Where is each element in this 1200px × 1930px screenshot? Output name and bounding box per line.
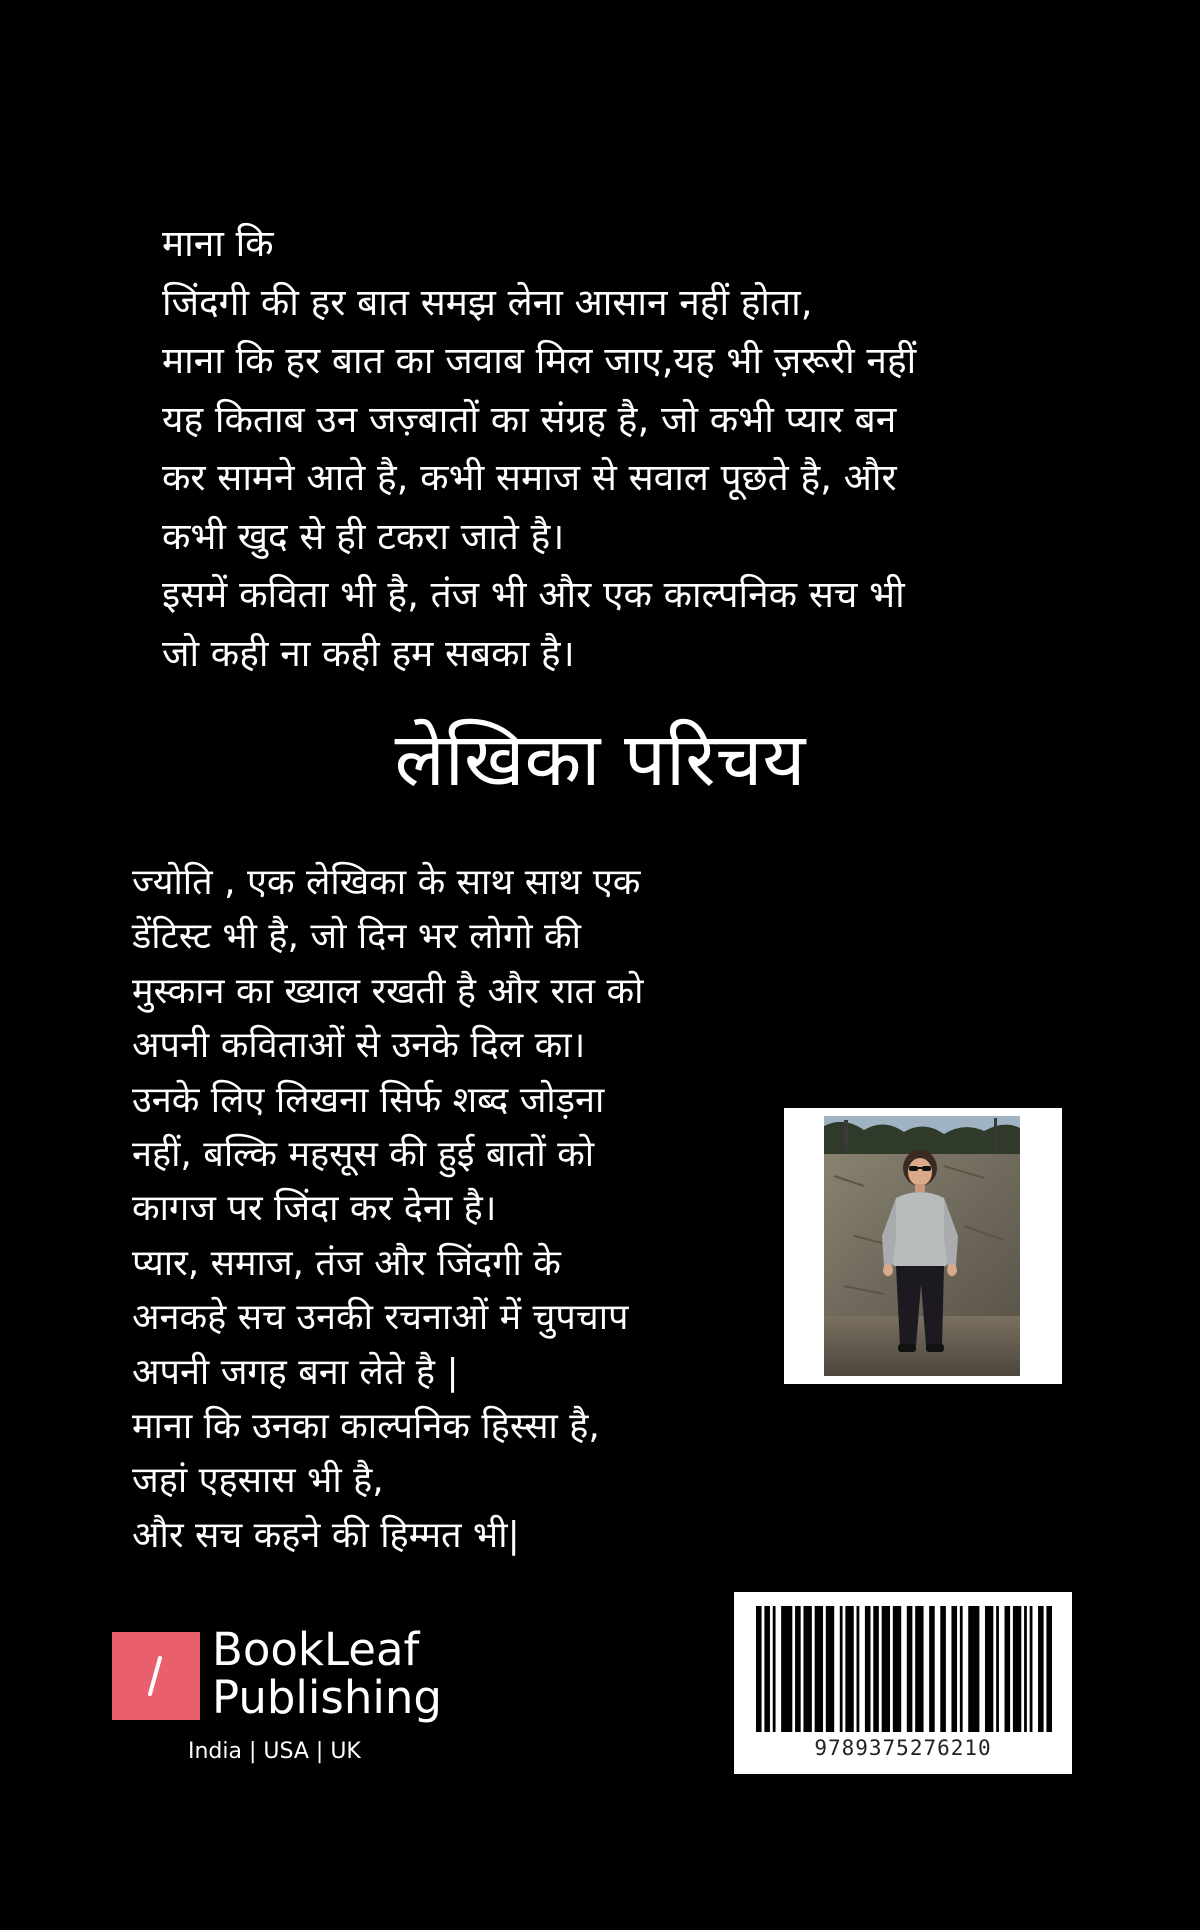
barcode-bar [960,1606,963,1732]
isbn-barcode [734,1592,1072,1774]
author-intro-heading: लेखिका परिचय [394,717,806,803]
barcode-bar [985,1606,993,1732]
bio-line: डेंटिस्ट भी है, जो दिन भर लोगो की [132,916,581,958]
blurb-line: इसमें कविता भी है, तंज भी और एक काल्पनिक सच भी [162,573,905,616]
blurb-line: कभी खुद से ही टकरा जाते है। [162,514,565,558]
barcode-bar [1046,1606,1052,1732]
barcode-icon [756,1606,1052,1732]
barcode-bar [1030,1606,1033,1732]
blurb-line: जिंदगी की हर बात समझ लेना आसान नहीं होता, [162,280,813,324]
publisher-name-line2: Publishing [212,1671,442,1724]
barcode-bar [1024,1606,1027,1732]
barcode-bar [1038,1606,1044,1732]
barcode-bar [845,1606,853,1732]
author-photo [824,1116,1020,1376]
barcode-bar [996,1606,999,1732]
bio-line: जहां एहसास भी है, [132,1460,384,1502]
barcode-bar [968,1606,979,1732]
barcode-bar [773,1606,776,1732]
bio-line: प्यार, समाज, तंज और जिंदगी के [132,1242,561,1284]
barcode-bar [865,1606,871,1732]
blurb-line: माना कि हर बात का जवाब मिल जाए,यह भी ज़रूरी नहीं [162,339,917,382]
barcode-bar [764,1606,770,1732]
blurb-line: जो कही ना कही हम सबका है। [162,631,575,675]
barcode-bar [815,1606,823,1732]
barcode-bar [893,1606,901,1732]
bio-line: अनकहे सच उनकी रचनाओं में चुपचाप [132,1297,629,1339]
bio-line: नहीं, बल्कि महसूस की हुई बातों को [132,1134,595,1176]
bio-line: मुस्कान का ख्याल रखती है और रात को [132,970,644,1012]
author-photo-frame [784,1108,1062,1384]
bio-line: ज्योति , एक लेखिका के साथ साथ एक [132,862,641,903]
bio-line: कागज पर जिंदा कर देना है। [132,1188,497,1230]
barcode-bar [1013,1606,1021,1732]
publisher-name [212,1623,472,1724]
isbn-number: 9789375276210 [814,1736,992,1760]
barcode-bar [929,1606,935,1732]
publisher-regions: India | USA | UK [188,1739,361,1764]
barcode-bar [840,1606,843,1732]
barcode-bar [795,1606,801,1732]
slash-icon [112,1632,200,1720]
bio-line: उनके लिए लिखना सिर्फ शब्द जोड़ना [132,1079,605,1121]
bio-line: और सच कहने की हिम्मत भी| [132,1514,520,1556]
publisher-logo [112,1632,200,1720]
barcode-bar [803,1606,811,1732]
barcode-bar [873,1606,879,1732]
blurb-line: कर सामने आते है, कभी समाज से सवाल पूछते है, और [162,456,897,499]
publisher-name-line1: BookLeaf [212,1623,420,1676]
barcode-bar [915,1606,923,1732]
barcode-bar [756,1606,762,1732]
barcode-bar [1005,1606,1011,1732]
bio-line: अपनी कविताओं से उनके दिल का। [132,1025,586,1067]
bio-line: माना कि उनका काल्पनिक हिस्सा है, [132,1406,600,1448]
back-cover-blurb [162,215,1062,683]
barcode-bar [882,1606,890,1732]
barcode-bar [857,1606,860,1732]
author-bio [132,856,772,1563]
blurb-line: माना कि [162,222,274,265]
bio-line: अपनी जगह बना लेते है | [132,1351,459,1393]
barcode-bar [907,1606,913,1732]
barcode-bar [781,1606,792,1732]
barcode-bar [940,1606,946,1732]
blurb-line: यह किताब उन जज़्बातों का संग्रह है, जो कभी प्यार बन [162,397,897,441]
barcode-bar [951,1606,957,1732]
barcode-bar [826,1606,834,1732]
